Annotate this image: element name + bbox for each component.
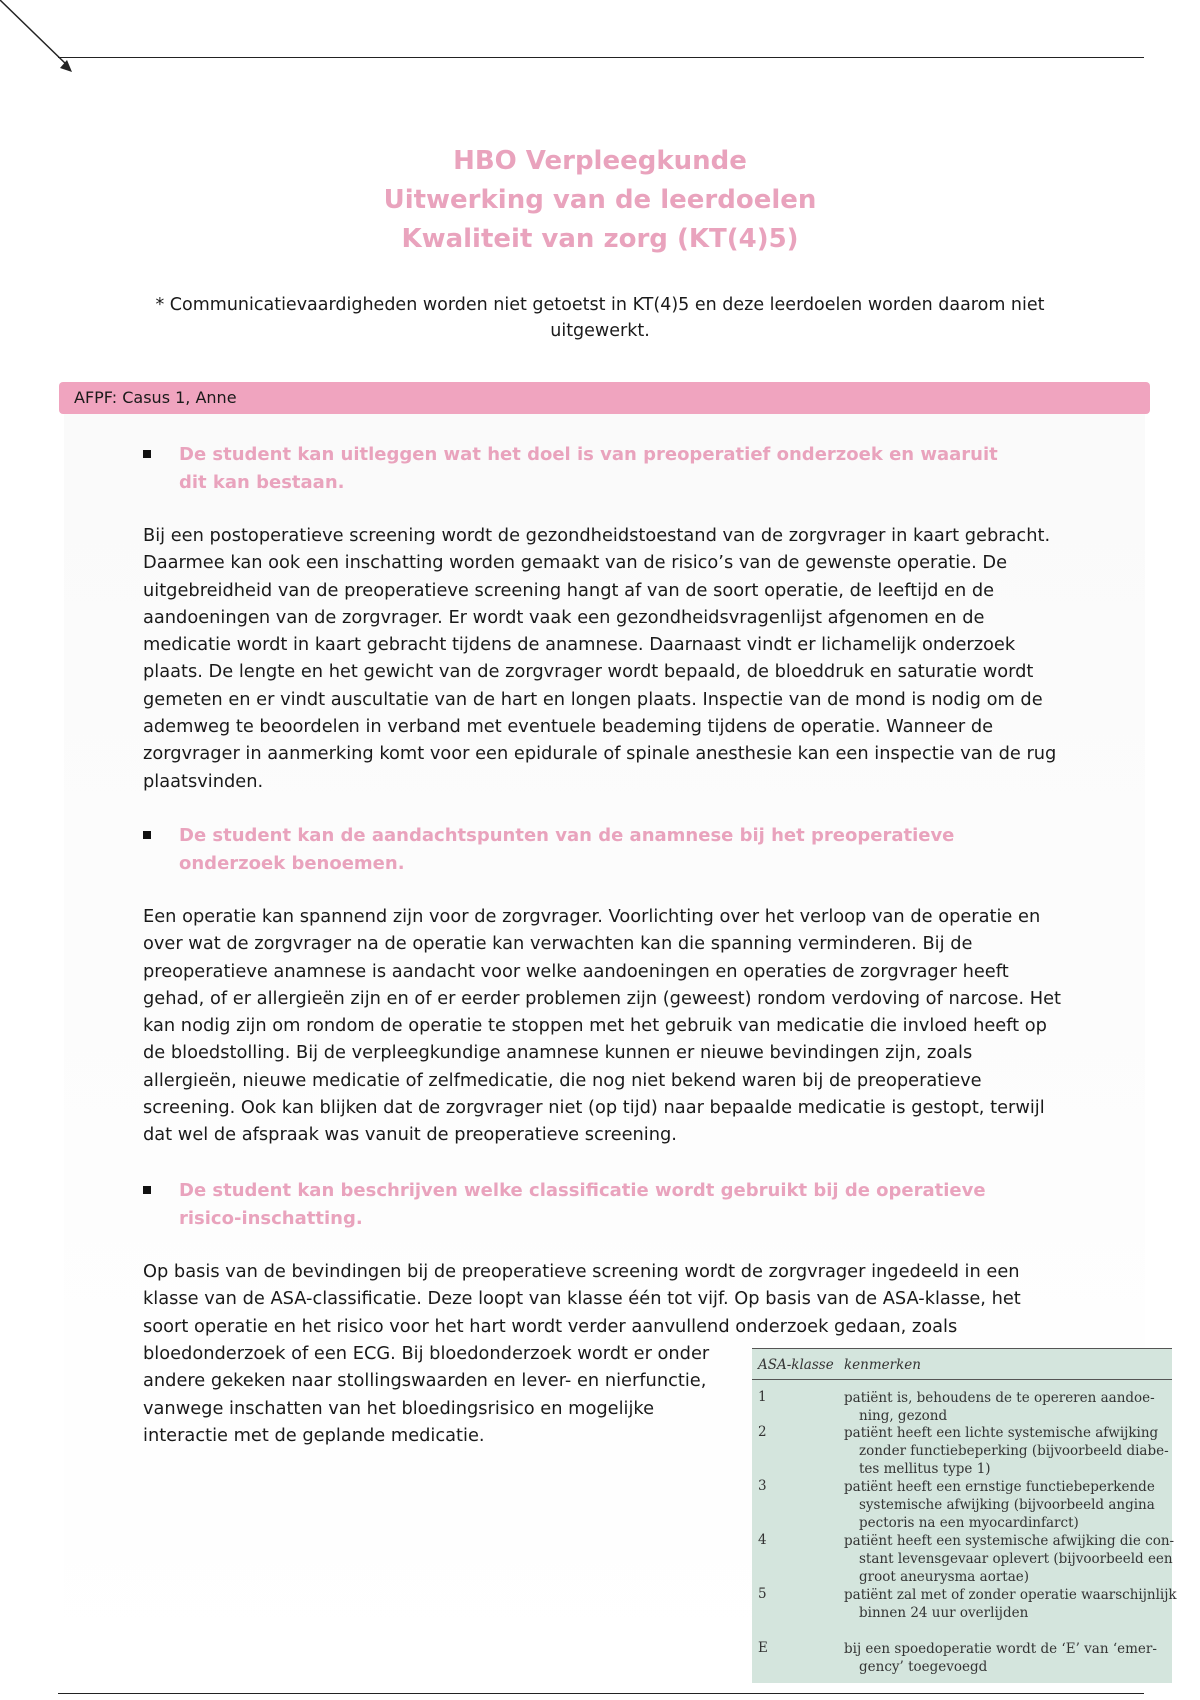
section-paragraph-3-continued: bloedonderzoek of een ECG. Bij bloedonderzoek wordt er onder andere gekeken naar stollingswaarden en lever- en nierfunctie, vanwege inschatten van het bloedingsrisico en mogelijke interactie met de geplande medicatie.	[143, 1343, 710, 1446]
asa-class: 1	[758, 1389, 767, 1405]
title-line-course: Kwaliteit van zorg (KT(4)5)	[401, 224, 799, 254]
asa-description: patiënt heeft een lichte systemische afwijking zonder functiebeperking (bijvoorbeeld diabe-tes mellitus type 1)	[844, 1425, 1169, 1477]
section-paragraph-1: Bij een postoperatieve screening wordt de gezondheidstoestand van de zorgvrager in kaart gebracht. Daarmee kan ook een inschatting worden gemaakt van de risico’s van de gewenste operatie. De uitgebreidheid van de preoperatieve screening hangt af van de soort operatie, de leeftijd en de aandoeningen van de zorgvrager. Er wordt vaak een gezondheidsvragenlijst afgenomen en de medicatie wordt in kaart gebracht tijdens de anamnese. Daarnaast vindt er lichamelijk onderzoek plaats. De lengte en het gewicht van de zorgvrager wordt bepaald, de bloeddruk en saturatie wordt gemeten en er vindt auscultatie van de hart en longen plaats. Inspectie van de mond is nodig om de ademweg te beoordelen in verband met eventuele beademing tijdens de operatie. Wanneer de zorgvrager in aanmerking komt voor een epidurale of spinale anesthesie kan een inspectie van de rug plaatsvinden.	[143, 525, 1057, 792]
asa-class: 3	[758, 1478, 767, 1494]
asa-description: patiënt heeft een ernstige functiebeperkende systemische afwijking (bijvoorbeeld angina pectoris na een myocardinfarct)	[844, 1479, 1155, 1531]
asa-class: 5	[758, 1586, 767, 1602]
asa-class: E	[758, 1640, 768, 1656]
asa-description: patiënt is, behoudens de te opereren aandoe-ning, gezond	[844, 1390, 1155, 1424]
bullet-icon	[143, 831, 151, 839]
column-header-class: ASA-klasse	[758, 1357, 834, 1373]
bullet-icon	[143, 1186, 151, 1194]
asa-class: 4	[758, 1532, 767, 1548]
section-paragraph-3: Op basis van de bevindingen bij de preoperatieve screening wordt de zorgvrager ingedeeld in een klasse van de ASA-classificatie. Deze loopt van klasse één tot vijf. Op basis van de ASA-klasse, het soort operatie en het risico voor het hart wordt verder aanvullend onderzoek gedaan, zoals	[143, 1261, 1021, 1337]
title-line-subtitle: Uitwerking van de leerdoelen	[383, 185, 817, 215]
corner-arrow-icon	[0, 0, 90, 90]
footer-rule	[58, 1693, 1144, 1694]
asa-description: bij een spoedoperatie wordt de ‘E’ van ‘emer-gency’ toegevoegd	[844, 1641, 1157, 1675]
asa-class: 2	[758, 1424, 767, 1440]
document-title	[0, 142, 1200, 259]
table-header	[752, 1348, 1172, 1380]
bullet-icon	[143, 450, 151, 458]
asa-description: patiënt zal met of zonder operatie waarschijnlijk binnen 24 uur overlijden	[844, 1587, 1177, 1621]
case-label: AFPF: Casus 1, Anne	[74, 388, 237, 407]
case-header-bar	[59, 382, 1150, 414]
title-line-program: HBO Verpleegkunde	[453, 146, 747, 176]
learning-goal-text: De student kan uitleggen wat het doel is van preoperatief onderzoek en waaruit dit kan bestaan.	[179, 444, 998, 493]
asa-description: patiënt heeft een systemische afwijking die con-stant levensgevaar oplevert (bijvoorbeeld een groot aneurysma aortae)	[844, 1533, 1175, 1585]
learning-goal-text: De student kan de aandachtspunten van de anamnese bij het preoperatieve onderzoek benoemen.	[179, 825, 955, 874]
header-rule	[58, 57, 1144, 58]
exam-note: * Communicatievaardigheden worden niet getoetst in KT(4)5 en deze leerdoelen worden daarom niet uitgewerkt.	[155, 295, 1045, 341]
section-paragraph-2: Een operatie kan spannend zijn voor de zorgvrager. Voorlichting over het verloop van de operatie en over wat de zorgvrager na de operatie kan verwachten kan die spanning verminderen. Bij de preoperatieve anamnese is aandacht voor welke aandoeningen en operaties de zorgvrager heeft gehad, of er allergieën zijn en of er eerder problemen zijn (geweest) rondom verdoving of narcose. Het kan nodig zijn om rondom de operatie te stoppen met het gebruik van medicatie die invloed heeft op de bloedstolling. Bij de verpleegkundige anamnese kunnen er nieuwe bevindingen zijn, zoals allergieën, nieuwe medicatie of zelfmedicatie, die nog niet bekend waren bij de preoperatieve screening. Ook kan blijken dat de zorgvrager niet (op tijd) naar bepaalde medicatie is gestopt, terwijl dat wel de afspraak was vanuit de preoperatieve screening.	[143, 906, 1061, 1146]
learning-goal-text: De student kan beschrijven welke classificatie wordt gebruikt bij de operatieve risico-inschatting.	[179, 1180, 986, 1229]
column-header-features: kenmerken	[844, 1357, 921, 1373]
asa-classification-table	[752, 1348, 1177, 1683]
